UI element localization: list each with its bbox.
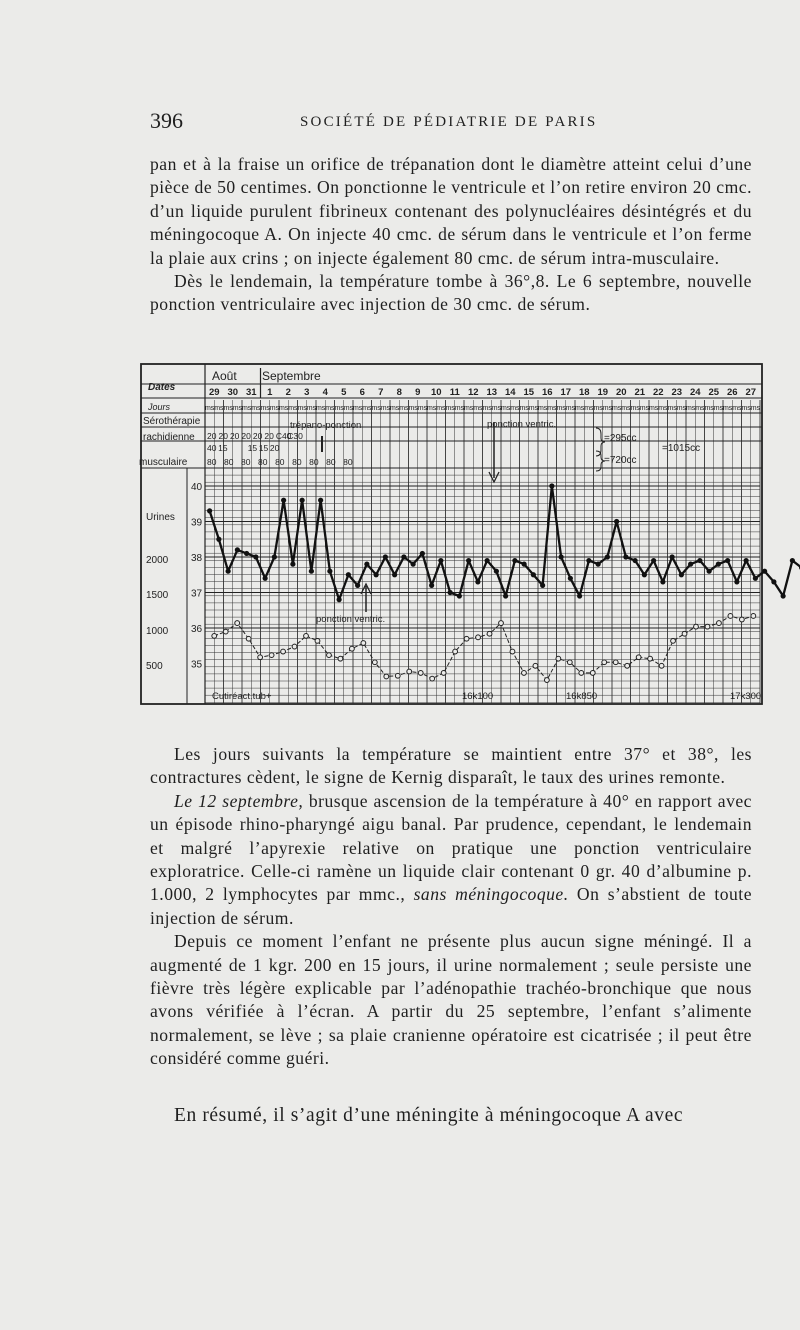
serum-musculaire-value: 80: [326, 457, 336, 467]
half-day-label: ms: [436, 405, 446, 412]
temperature-point: [771, 579, 776, 584]
temperature-tick-label: 39: [191, 517, 203, 529]
urine-point: [499, 621, 504, 626]
row-label-serotherapie: Sérothérapie: [143, 416, 201, 427]
urine-point: [361, 641, 366, 646]
running-title: SOCIÉTÉ DE PÉDIATRIE DE PARIS: [300, 114, 598, 130]
urine-point: [327, 653, 332, 658]
half-day-label: ms: [315, 405, 326, 412]
temperature-point: [522, 562, 527, 567]
half-day-label: ms: [389, 405, 400, 412]
temperature-tick-label: 36: [191, 624, 203, 635]
urine-point: [613, 660, 618, 665]
temperature-point: [790, 558, 795, 563]
paragraph-6: En résumé, il s’agit d’une méningite à méningocoque A avec: [174, 1105, 684, 1126]
serum-rachidien-value: 40: [207, 443, 217, 453]
urine-point: [349, 646, 354, 651]
day-number-label: 2: [285, 387, 291, 398]
serum-rachidien-value: C30: [287, 431, 303, 441]
urine-point: [739, 617, 744, 622]
temperature-point: [540, 583, 545, 588]
half-day-label: ms: [343, 405, 354, 412]
serum-rachidien-value: 15: [247, 443, 258, 453]
paragraph-4: [150, 790, 752, 930]
day-number-label: 21: [634, 387, 646, 398]
serum-rachidien-value: 20: [264, 431, 274, 441]
annotation-cutireaction: Cutiréact.tub+: [212, 691, 272, 702]
temperature-point: [337, 597, 342, 602]
temperature-point: [651, 558, 656, 563]
urine-point: [705, 624, 710, 629]
temperature-point: [438, 558, 443, 563]
temperature-tick-label: 38: [191, 553, 203, 564]
temperature-point: [448, 590, 453, 595]
temperature-point: [762, 569, 767, 574]
serum-rachidien-value: 20: [229, 431, 240, 441]
day-number-label: 24: [689, 387, 701, 398]
urine-point: [235, 621, 240, 626]
serum-musculaire-value: 80: [258, 457, 268, 467]
temperature-point: [281, 498, 286, 503]
serum-rachidien-value: 20: [218, 431, 228, 441]
day-number-label: 22: [652, 387, 664, 398]
half-day-label: ms: [269, 405, 280, 412]
half-day-label: ms: [621, 405, 631, 412]
urine-point: [625, 663, 630, 668]
day-number-label: 16: [541, 387, 553, 398]
temperature-point: [549, 483, 554, 488]
urine-point: [441, 671, 446, 676]
temperature-point: [623, 554, 628, 559]
serum-musculaire-value: 80: [343, 457, 353, 467]
half-day-label: ms: [297, 405, 307, 412]
temperature-point: [364, 562, 369, 567]
temperature-point: [263, 576, 268, 581]
half-day-label: ms: [676, 405, 687, 412]
temperature-point: [318, 498, 323, 503]
temperature-point: [688, 562, 693, 567]
temperature-point: [485, 558, 490, 563]
temperature-point: [309, 569, 314, 574]
urine-point: [510, 649, 515, 654]
temperature-point: [272, 554, 277, 559]
temperature-point: [346, 572, 351, 577]
annotation-ponction-mid: ponction ventric.: [316, 614, 386, 625]
chart-frame: [141, 364, 762, 704]
annotation-total-1: =295cc: [604, 433, 637, 444]
urine-point: [751, 614, 756, 619]
temperature-point: [244, 551, 249, 556]
urine-point: [648, 656, 653, 661]
half-day-label: ms: [500, 405, 511, 412]
day-number-label: 12: [467, 387, 479, 398]
half-day-label: ms: [491, 405, 502, 412]
half-day-label: ms: [519, 405, 529, 412]
half-day-label: ms: [371, 405, 381, 412]
serum-rachidien-value: 20: [207, 431, 217, 441]
half-day-label: ms: [482, 405, 492, 412]
half-day-label: ms: [408, 405, 418, 412]
urine-point: [590, 671, 595, 676]
day-number-label: 19: [597, 387, 609, 398]
half-day-label: ms: [630, 405, 640, 412]
urine-point: [682, 631, 687, 636]
p4-end: On s’abstient de toute injection de sérum.: [150, 884, 753, 928]
temperature-point: [605, 554, 610, 559]
urine-point: [579, 671, 584, 676]
half-day-label: ms: [528, 405, 539, 412]
temperature-point: [781, 593, 786, 598]
temperature-point: [429, 583, 434, 588]
urine-point: [476, 635, 481, 640]
serum-rachidien-value: C40: [275, 431, 292, 441]
urine-point: [487, 631, 492, 636]
paragraph-3: Les jours suivants la température se maintient entre 37° et 38°, les contractures cèdent, le signe de Kernig disparaît, le taux des urines remonte.: [150, 744, 752, 788]
half-day-label: ms: [658, 405, 668, 412]
half-day-label: ms: [278, 405, 289, 412]
serum-rachidien-value: 15: [258, 443, 269, 453]
temperature-point: [707, 569, 712, 574]
half-day-label: ms: [232, 405, 243, 412]
serum-musculaire-value: 80: [292, 457, 302, 467]
urine-point: [384, 674, 389, 679]
half-day-label: ms: [667, 405, 677, 412]
temperature-point: [290, 562, 295, 567]
half-day-label: ms: [426, 405, 437, 412]
half-day-label: ms: [463, 405, 474, 412]
day-number-label: 29: [208, 387, 220, 398]
temperature-tick-label: 35: [191, 659, 203, 671]
text-block-bottom: [150, 743, 752, 1071]
urine-point: [281, 649, 286, 654]
text-block-summary: [150, 1103, 752, 1129]
paragraph-1: pan et à la fraise un orifice de trépanation dont le diamètre atteint celui d’une pièce de 50 centimes. On ponctionne le ventricule et l’on retire environ 20 cmc. d’un liquide purulent fibrineux contenant des polynucléaires désintégrés et du méningocoque A. On injecte 40 cmc. de sérum dans le ventricule et l’on ferme la plaie aux crins ; on injecte également 80 cmc. de sérum intra-musculaire.: [150, 154, 752, 268]
day-number-label: 25: [708, 387, 720, 398]
day-number-label: 14: [504, 387, 516, 398]
temperature-point: [744, 558, 749, 563]
urine-tick-label: 500: [146, 661, 163, 672]
temperature-point: [753, 576, 758, 581]
month-label-aout: Août: [212, 369, 237, 383]
half-day-label: ms: [602, 405, 613, 412]
temperature-point: [327, 569, 332, 574]
urine-point: [292, 644, 297, 649]
urine-point: [338, 656, 343, 661]
temperature-point: [697, 558, 702, 563]
half-day-label: ms: [565, 405, 576, 412]
serum-musculaire-value: 80: [241, 457, 251, 467]
urine-point: [430, 676, 435, 681]
month-label-septembre: Septembre: [262, 369, 321, 383]
urine-point: [533, 663, 538, 668]
day-number-label: 11: [449, 387, 460, 398]
half-day-label: ms: [241, 405, 252, 412]
temperature-point: [670, 554, 675, 559]
urine-point: [728, 614, 733, 619]
day-number-label: 4: [322, 387, 328, 398]
row-label-rachidienne: rachidienne: [143, 432, 195, 443]
annotation-weight-3: 17k300: [730, 691, 762, 702]
urine-point: [304, 633, 309, 638]
temperature-point: [226, 569, 231, 574]
day-number-label: 26: [726, 387, 738, 398]
half-day-label: ms: [214, 405, 224, 412]
half-day-label: ms: [750, 405, 761, 412]
urine-point: [223, 629, 228, 634]
temperature-point: [531, 572, 536, 577]
half-day-label: ms: [223, 405, 233, 412]
urine-point: [602, 660, 607, 665]
day-number-label: 10: [430, 387, 442, 398]
half-day-label: ms: [454, 405, 465, 412]
annotation-trepano-ponction: trépano-ponction: [290, 420, 362, 431]
temperature-point: [300, 498, 305, 503]
annotation-total-2: =1015cc: [662, 443, 701, 454]
half-day-label: ms: [685, 405, 696, 412]
urine-point: [453, 649, 458, 654]
temperature-point: [457, 593, 462, 598]
day-number-label: 15: [523, 387, 535, 398]
temperature-point: [633, 558, 638, 563]
half-day-label: ms: [510, 405, 520, 412]
serum-musculaire-value: 80: [207, 457, 217, 467]
urine-point: [659, 663, 664, 668]
half-day-label: ms: [260, 405, 270, 412]
half-day-label: ms: [704, 405, 714, 412]
day-number-label: 6: [359, 387, 365, 398]
temperature-point: [420, 551, 425, 556]
half-day-label: ms: [639, 405, 650, 412]
day-number-label: 23: [671, 387, 683, 398]
serum-rachidien-value: 20: [269, 443, 280, 453]
temperature-point: [235, 547, 240, 552]
day-number-label: 3: [304, 387, 310, 398]
serum-musculaire-value: 80: [309, 457, 319, 467]
half-day-label: ms: [648, 405, 659, 412]
day-number-label: 9: [415, 387, 421, 398]
serum-musculaire-value: 80: [224, 457, 234, 467]
temperature-point: [207, 508, 212, 513]
temperature-point: [494, 569, 499, 574]
urine-point: [671, 638, 676, 643]
day-number-label: 13: [486, 387, 498, 398]
temperature-point: [642, 572, 647, 577]
half-day-label: ms: [417, 405, 428, 412]
temperature-point: [392, 572, 397, 577]
half-day-label: ms: [695, 405, 705, 412]
urine-point: [269, 653, 274, 658]
half-day-label: ms: [722, 405, 733, 412]
annotation-weight-1: 16k100: [462, 691, 494, 702]
half-day-label: ms: [611, 405, 622, 412]
half-day-label: ms: [288, 405, 298, 412]
urine-point: [717, 621, 722, 626]
temperature-point: [614, 519, 619, 524]
temperature-point: [568, 576, 573, 581]
temperature-point: [559, 554, 564, 559]
temperature-point: [679, 572, 684, 577]
half-day-label: ms: [473, 405, 483, 412]
serum-rachidien-value: 15: [218, 443, 228, 453]
date-12-sept: Le 12 septembre,: [174, 790, 304, 811]
temperature-line: [210, 486, 800, 600]
annotation-ponction-top: ponction ventric.: [487, 419, 557, 430]
temperature-point: [216, 537, 221, 542]
day-number-label: 27: [745, 387, 757, 398]
half-day-label: ms: [204, 405, 215, 412]
half-day-label: ms: [556, 405, 566, 412]
day-number-label: 18: [578, 387, 590, 398]
serum-rachidien-value: 20: [252, 431, 263, 441]
half-day-label: ms: [362, 405, 372, 412]
row-label-dates: Dates: [148, 382, 176, 393]
temperature-point: [596, 562, 601, 567]
urine-point: [407, 669, 412, 674]
half-day-label: ms: [380, 405, 391, 412]
half-day-label: ms: [334, 405, 344, 412]
half-day-label: ms: [325, 405, 335, 412]
half-day-label: ms: [741, 405, 751, 412]
temperature-point: [577, 593, 582, 598]
day-number-label: 30: [227, 387, 239, 398]
temperature-point: [253, 554, 258, 559]
half-day-label: ms: [593, 405, 603, 412]
day-number-label: 5: [341, 387, 347, 398]
annotation-weight-2: 16k850: [566, 691, 598, 702]
temperature-point: [374, 572, 379, 577]
urine-point: [567, 660, 572, 665]
p4-rest: brusque ascension de la température à 40° en rapport avec un épisode rhino-pharyngé aigu banal. Par prudence, cependant, le lendemain et malgré l’apyrexie relative on pratique une ponction ventriculaire exploratrice. Celle-ci ramène un liquide clair contenant 0 gr. 40 d’albumine p. 1.000, 2 lymphocytes par mmc.,: [150, 790, 752, 905]
half-day-label: ms: [547, 405, 557, 412]
serum-musculaire-value: 80: [275, 457, 285, 467]
temperature-point: [586, 558, 591, 563]
day-number-label: 17: [560, 387, 572, 398]
temperature-point: [383, 554, 388, 559]
half-day-label: ms: [445, 405, 455, 412]
half-day-label: ms: [399, 405, 409, 412]
temperature-point: [411, 562, 416, 567]
half-day-label: ms: [732, 405, 742, 412]
temperature-point: [475, 579, 480, 584]
paragraph-5: Depuis ce moment l’enfant ne présente plus aucun signe méningé. Il a augmenté de 1 kgr. 200 en 15 jours, il urine normalement ; seule persiste une fièvre très légère explicable par l’adénopathie trachéo-bronchique que nous avons vérifiée à l’écran. A partir du 25 septembre, l’enfant s’alimente normalement, se lève ; sa plaie cranienne opératoire est cicatrisée ; il peut être considéré comme guéri.: [150, 931, 752, 1069]
urine-point: [418, 671, 423, 676]
urine-point: [212, 633, 217, 638]
temperature-point: [734, 579, 739, 584]
urine-tick-label: 1000: [146, 626, 169, 637]
urine-point: [258, 655, 263, 660]
half-day-label: ms: [352, 405, 363, 412]
day-number-label: 31: [245, 387, 257, 398]
urine-point: [694, 624, 699, 629]
urine-tick-label: 1500: [146, 590, 169, 601]
half-day-label: ms: [537, 405, 548, 412]
day-number-label: 7: [378, 387, 384, 398]
temperature-point: [725, 558, 730, 563]
temperature-point: [466, 558, 471, 563]
paragraph-2: Dès le lendemain, la température tombe à 36°,8. Le 6 septembre, nouvelle ponction ventriculaire avec injection de 30 cmc. de sérum.: [150, 271, 752, 315]
temperature-point: [503, 593, 508, 598]
urine-point: [544, 678, 549, 683]
temperature-point: [355, 583, 360, 588]
urine-point: [372, 660, 377, 665]
row-label-musculaire: musculaire: [139, 457, 188, 468]
half-day-label: ms: [251, 405, 261, 412]
temperature-point: [512, 558, 517, 563]
urine-point: [636, 655, 641, 660]
temperature-tick-label: 37: [191, 588, 203, 600]
day-number-label: 1: [267, 387, 273, 398]
urine-point: [315, 638, 320, 643]
half-day-label: ms: [306, 405, 317, 412]
row-label-urines: Urines: [146, 512, 175, 523]
urine-point: [522, 671, 527, 676]
urine-point: [246, 636, 251, 641]
urine-tick-label: 2000: [146, 555, 169, 566]
urine-point: [464, 636, 469, 641]
serum-rachidien-value: 20: [241, 431, 251, 441]
p4-italic: sans méningocoque.: [413, 884, 569, 905]
temperature-point: [401, 554, 406, 559]
temperature-tick-label: 40: [191, 482, 203, 493]
urine-point: [395, 673, 400, 678]
half-day-label: ms: [584, 405, 594, 412]
half-day-label: ms: [574, 405, 585, 412]
row-label-jours: Jours: [148, 402, 171, 412]
annotation-total-3: =720cc: [604, 455, 637, 466]
half-day-label: ms: [713, 405, 724, 412]
temperature-point: [660, 579, 665, 584]
urine-point: [556, 656, 561, 661]
day-number-label: 20: [615, 387, 627, 398]
day-number-label: 8: [396, 387, 402, 398]
page-number: 396: [150, 108, 183, 133]
temperature-point: [716, 562, 721, 567]
